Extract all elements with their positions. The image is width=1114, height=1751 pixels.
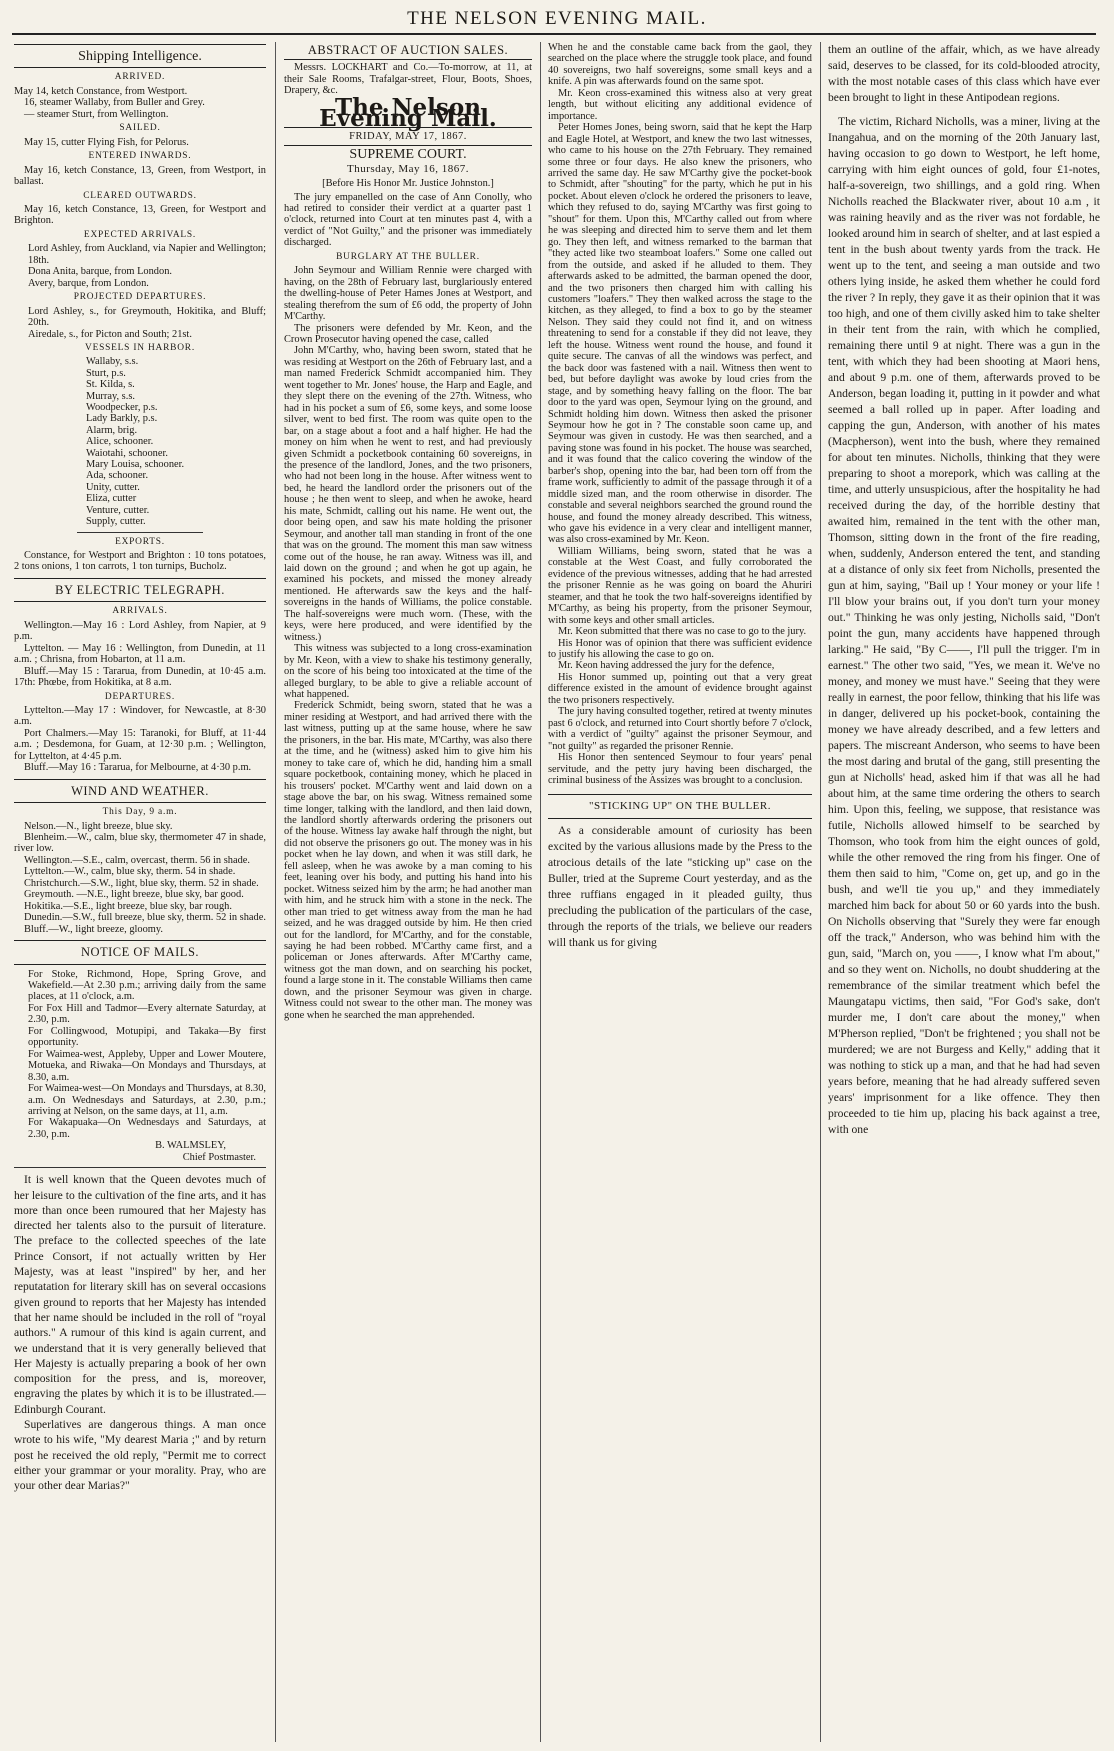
weather-subheading: This Day, 9 a.m. <box>102 807 178 818</box>
mail-item: For Fox Hill and Tadmor—Every alternate Saturday, at 2.30, p.m. <box>28 1002 266 1026</box>
vessel-item: Supply, cutter. <box>86 516 146 528</box>
superlatives-paragraph: Superlatives are dangerous things. A man once wrote to his wife, "My dearest Maria ;" and by return post he received the old reply, "Permit me to correct either your grammar or your morality. Pray, who are your other dear Marias?" <box>14 1418 266 1493</box>
postmaster-name: B. WALMSLEY, <box>155 1140 226 1152</box>
expected-item: Dona Anita, barque, from London. <box>28 266 172 278</box>
paragraph: John M'Carthy, who, having been sworn, stated that he was residing at Westport on the 26th of February last, and a man named Frederick Schmidt accompanied him. They went together to Mr. Jones' house, the Harp and Eagle, and they slept there on the evening of the 27th. Witness, who had in his pocket a sum of £6, some keys, and some loose silver, went to bed first. The room was quite open to the bar, on a stage about a foot and a half higher. He had the money on him when he went to rest, and had previously given Schmidt a pocketbook containing 60 sovereigns, in the presence of the landlord, Jones, and the two prisoners, who had not been long in the house. After witness went to bed, he heard the landlord order the prisoners out of the house ; he then went to sleep, and when he awoke, heard his mate, Schmidt, calling out his name. He went out, the door being open, and saw his mate holding the prisoner Seymour, and another tall man standing in front of the one that was on the ground. The moment this man saw witness come out of the house, he ran away. Witness was ill, and laid down on the ground ; and when he got up again, he examined his pockets, and missed the money already mentioned. He afterwards saw the keys and the half-sovereigns in the hands of Williams, the police constable. The half-sovereigns were much worn. (These, with the keys, were here produced, and were identified by the witness.) <box>284 345 532 643</box>
column-2 <box>284 42 532 1742</box>
shipping-heading: Shipping Intelligence. <box>78 49 202 64</box>
paragraph: His Honor then sentenced Seymour to four years' penal servitude, and the petty jury having been discharged, the criminal business of the Assizes was brought to a conclusion. <box>548 752 812 786</box>
divider <box>77 532 203 533</box>
paragraph: Mr. Keon having addressed the jury for the defence, <box>558 660 775 672</box>
queen-paragraph: It is well known that the Queen devotes much of her leisure to the cultivation of the fine arts, and it has more than once been rumoured that her Majesty has directed her talents also to the pursuit of literature. The preface to the collected speeches of the late Prince Consort, if not actually written by Her Majesty, was at least "inspired" by her, and her reputatation for literary skill has on several occasions given ground to reports that her Majesty has intended that her name should be included in the roll of "royal authors." A rumour of this kind is again current, and we understand that it is very generally believed that Her Majesty is actually preparing a book of her own composition for the press, and is, moreover, engraving the plates by which it is to be illustrated.—Edinburgh Courant. <box>14 1173 266 1416</box>
column-4 <box>828 42 1100 1742</box>
column-rule <box>275 42 276 1742</box>
paragraph: Mr. Keon submitted that there was no case to go to the jury. <box>558 626 807 638</box>
paragraph: The prisoners were defended by Mr. Keon, and the Crown Prosecutor having opened the case, called <box>284 322 532 345</box>
cleared-heading: CLEARED OUTWARDS. <box>83 190 197 201</box>
column-rule <box>540 42 541 1742</box>
mail-item: For Collingwood, Motupipi, and Takaka—By first opportunity. <box>28 1025 266 1049</box>
arrived-heading: ARRIVED. <box>114 72 166 83</box>
harbor-heading: VESSELS IN HARBOR. <box>85 342 195 353</box>
paragraph: The jury empanelled on the case of Ann Conolly, who had retired to consider their verdict at a quarter past 1 o'clock, returned into Court at ten minutes past 4, with a verdict of "Not Guilty," and the prisoner was immediately discharged. <box>284 191 532 249</box>
weather-item: Lyttelton.—W., calm, blue sky, therm. 54 in shade. <box>24 866 236 878</box>
sailed-item: May 15, cutter Flying Fish, for Pelorus. <box>24 136 189 148</box>
court-heading: SUPREME COURT. <box>349 147 467 163</box>
departure-item: Lyttelton.—May 17 : Windover, for Newcastle, at 8·30 a.m. <box>14 704 266 728</box>
exports-item: Constance, for Westport and Brighton : 10 tons potatoes, 2 tons onions, 1 ton carrots, 1 ton turnips, Bucholz. <box>14 549 266 573</box>
weather-item: Wellington.—S.E., calm, overcast, therm. 56 in shade. <box>24 854 250 866</box>
projected-item: Airedale, s., for Picton and South; 21st. <box>28 328 192 340</box>
paragraph: This witness was subjected to a long cross-examination by Mr. Keon, with a view to shake his testimony generally, on the score of his being too intoxicated at the time of the alleged burglary, to be able to give a reliable account of what happened. <box>284 643 532 701</box>
weather-item: Nelson.—N., light breeze, blue sky. <box>24 820 173 832</box>
expected-item: Avery, barque, from London. <box>28 277 149 289</box>
paragraph: them an outline of the affair, which, as we have already said, deserves to be classed, for its cold-blooded atrocity, with the most notable cases of this class which have ever been brought to light in these Antipodean regions. <box>828 43 1100 104</box>
paragraph: John Seymour and William Rennie were charged with having, on the 28th of February last, burglariously entered the dwelling-house of Peter Hames Jones at Westport, and stealing therefrom the sum of £6 odd, the property of John M'Carthy. <box>284 265 532 323</box>
entered-heading: ENTERED INWARDS. <box>88 151 192 162</box>
mail-item: For Stoke, Richmond, Hope, Spring Grove, and Wakefield.—At 2.30 p.m.; arriving daily from the same places, at 11 o'clock, a.m. <box>28 968 266 1003</box>
weather-item: Hokitika.—S.E., light breeze, blue sky, bar rough. <box>24 900 232 912</box>
paragraph: His Honor summed up, pointing out that a very great difference existed in the amount of evidence brought against the two prisoners respectively. <box>548 671 812 706</box>
entered-item: May 16, ketch Constance, 13, Green, from Westport, in ballast. <box>14 164 266 188</box>
mails-heading: NOTICE OF MAILS. <box>80 945 200 960</box>
sticking-heading: "STICKING UP" ON THE BULLER. <box>589 800 771 813</box>
arrived-item: 16, steamer Wallaby, from Buller and Grey. <box>24 97 205 109</box>
arrival-item: Wellington.—May 16 : Lord Ashley, from Napier, at 9 p.m. <box>14 619 266 643</box>
vessel-item: Wallaby, s.s. <box>86 356 139 368</box>
paragraph: Mr. Keon cross-examined this witness also at very great length, but without eliciting any additional evidence of importance. <box>548 87 812 122</box>
expected-heading: EXPECTED ARRIVALS. <box>83 229 197 240</box>
court-date: Thursday, May 16, 1867. <box>347 162 469 175</box>
vessel-item: Waiotahi, schooner. <box>86 447 168 459</box>
masthead: THE NELSON EVENING MAIL. <box>407 8 707 29</box>
arrival-item: Lyttelton. — May 16 : Wellington, from Dunedin, at 11 a.m. ; Chrisna, from Hobarton, at 11 a.m. <box>14 642 266 666</box>
sailed-heading: SAILED. <box>119 123 161 134</box>
vessel-item: Unity, cutter. <box>86 481 140 493</box>
paragraph: When he and the constable came back from the gaol, they searched on the place where the struggle took place, and found 40 sovereigns, two half sovereigns, some small keys and a knife. A pin was afterwards found on the same spot. <box>548 42 812 88</box>
vessel-item: Alarm, brig. <box>86 424 138 436</box>
paragraph: Frederick Schmidt, being sworn, stated that he was a miner residing at Westport, and had arrived there with the last witness, putting up at the same house, where he saw the prisoners, in the bar. His mate, M'Carthy, was also there at the time, and he (witness) asked him to give him his money to take care of, which he did, handing him a small square pocketbook, containing money, which he placed in his trousers' pocket. M'Carthy went and laid down on a stage above the bar, on his swag. Witness remained some time longer, talking with the landlord, and then laid down, the landlord shortly afterwards ordering the prisoners out of the house. Witness lay awake half through the night, but did not observe the prisoners go out. The money was in his pocket when he lay down, and when it was still dark, he fell asleep, when he was awoke by a man coming to his feet, leaning over his body, and putting his hand into his pocket. Witness seized him by the arm; he had another man with him, and he struck him with a stone in the neck. The other man tried to get witness away from the man he had seized, and he was dragged outside by him. He then cried out for the landlord, for M'Carthy, and for the constable, saying he had been robbed. M'Carthy came first, and a policeman or Jones afterwards. After M'Carthy came, witness got the man down, and on searching his pocket, found a large stone in it. The constable Williams then came down, and the prisoner Seymour was given in charge. Witness could not swear to the other man. The money was gone when he searched the man apprehended. <box>284 700 532 1021</box>
weather-heading: WIND AND WEATHER. <box>71 783 209 798</box>
column-1 <box>14 42 266 1742</box>
weather-item: Greymouth. —N.E., light breeze, blue sky, bar good. <box>24 889 244 901</box>
vessel-item: St. Kilda, s. <box>86 379 135 391</box>
column-3 <box>548 42 812 1742</box>
vessel-item: Mary Louisa, schooner. <box>86 459 185 471</box>
weather-item: Dunedin.—S.W., full breeze, blue sky, therm. 52 in shade. <box>24 912 266 924</box>
departure-item: Bluff.—May 16 : Tararua, for Melbourne, at 4·30 p.m. <box>24 762 252 774</box>
departure-item: Port Chalmers.—May 15: Taranoki, for Bluff, at 11·44 a.m. ; Desdemona, for Guam, at 12·30 p.m. ; Wellington, for Lyttelton, at 4·45 p.m. <box>14 727 266 762</box>
mail-item: For Wakapuaka—On Wednesdays and Saturdays, at 2.30, p.m. <box>28 1117 266 1140</box>
paragraph: The jury having consulted together, retired at twenty minutes past 6 o'clock, and returned into Court shortly before 7 o'clock, with a verdict of "guilty" against the prisoner Seymour, and "not guilty" as regarded the prisoner Rennie. <box>548 706 812 752</box>
exports-heading: EXPORTS. <box>115 536 165 547</box>
vessel-item: Lady Barkly, p.s. <box>86 413 158 425</box>
dateline: FRIDAY, MAY 17, 1867. <box>284 127 532 146</box>
vessel-item: Eliza, cutter <box>86 493 137 505</box>
mail-item: For Waimea-west—On Mondays and Thursdays, at 8.30, a.m. On Wednesdays and Saturdays, at 2.30, p.m.; arriving at Nelson, on the same days, at 11, a.m. <box>28 1083 266 1117</box>
auction-item: Messrs. LOCKHART and Co.—To-morrow, at 11, at their Sale Rooms, Trafalgar-street, Flour, Boots, Shoes, Drapery, &c. <box>284 62 532 97</box>
arrival-item: Bluff.—May 15 : Tararua, from Dunedin, at 10·45 a.m. 17th: Phœbe, from Hokitika, at 8 a.m. <box>14 665 266 689</box>
masthead-rule <box>12 33 1096 35</box>
burglary-heading: BURGLARY AT THE BULLER. <box>336 251 480 262</box>
harbor-list <box>14 356 266 527</box>
sticking-paragraph: As a considerable amount of curiosity has been excited by the various allusions made by the Press to the atrocious details of the late "sticking up" case on the Buller, tried at the Supreme Court yesterday, and as the three ruffians engaged in it pleaded guilty, thus precluding the publication of the particulars of the case, through the reports of the trials, we believe our readers will thank us for giving <box>548 823 812 949</box>
vessel-item: Ada, schooner. <box>86 470 149 482</box>
paragraph: Peter Homes Jones, being sworn, said that he kept the Harp and Eagle Hotel, at Westport, and knew the two last witnesses, who came to his house on the 27th February. They remained some three or four days. He also knew the prisoners, who arrived the same day. He saw M'Carthy give the pocket-book to Schmidt, after "shouting" for the party, which he put in his pocket. About eleven o'clock he ordered the prisoners to leave, which they refused to do, saying M'Carthy was first going to "shout" for them. Upon this, M'Carthy called out from where he was sleeping and directed him to serve them and let them go. They then left, and witness remarked to the barman that "they acted like two steamboat loafers." Some one called out from the outside, and asked if he alluded to them. They afterwards asked to be admitted, the barman opened the door, and the two prisoners then charged him with calling his customers "loafers." They then walked across the stage to the kitchen, as they alleged, to find a box to go by the steamer Nelson. They said they could not find it, and on witness threatening to send for a constable if they did not leave, they left the house. Witness went round the house, and found it quite secure. The canvas of all the windows was perfect, and the back door was fastened with a nail. Witness then went to bed, but before daylight was awoke by loud cries from the stage, and by something heavy falling on the floor. The bar door to the yard was open, Seymour lying on the ground, and Schmidt holding him down. Witness then asked the prisoner Seymour how he got in ? The constable soon came up, and Seymour was given in custody. He was then searched, and a paving stone was found in his pocket. The house was searched, and it was found that the calico covering the window of the barber's shop, opening into the bar, had been torn off from the frame work, sufficiently to admit of the passage through it of a middle sized man, and the room otherwise in disorder. The constable and several neighbors searched the ground round the house, and found the money already described. This witness, who gave his evidence in a very clear and intelligent manner, was also cross-examined by Mr. Keon. <box>548 122 812 546</box>
arrived-item: May 14, ketch Constance, from Westport. <box>14 85 188 97</box>
vessel-item: Murray, s.s. <box>86 390 135 402</box>
divider <box>14 1167 266 1168</box>
vessel-item: Woodpecker, p.s. <box>86 402 158 414</box>
arrivals-heading: ARRIVALS. <box>112 606 168 617</box>
weather-item: Bluff.—W., light breeze, gloomy. <box>24 923 163 935</box>
vessel-item: Alice, schooner. <box>86 436 154 448</box>
projected-item: Lord Ashley, s., for Greymouth, Hokitika, and Bluff; 20th. <box>28 305 266 329</box>
vessel-item: Venture, cutter. <box>86 504 150 516</box>
paper-title: The Nelson Evening Mail. <box>319 93 497 133</box>
arrived-item: — steamer Sturt, from Wellington. <box>24 108 169 120</box>
mail-item: For Waimea-west, Appleby, Upper and Lower Moutere, Motueka, and Riwaka—On Mondays and Thursdays, at 8.30, a.m. <box>28 1048 266 1083</box>
paragraph: His Honor was of opinion that there was sufficient evidence to justify his allowing the case to go on. <box>548 637 812 661</box>
court-judge: [Before His Honor Mr. Justice Johnston.] <box>322 178 494 190</box>
postmaster-title: Chief Postmaster. <box>182 1151 256 1163</box>
departures-heading: DEPARTURES. <box>104 691 176 702</box>
weather-item: Christchurch.—S.W., light, blue sky, therm. 52 in shade. <box>24 877 259 889</box>
telegraph-heading: BY ELECTRIC TELEGRAPH. <box>55 582 225 597</box>
vessel-item: Sturt, p.s. <box>86 367 126 379</box>
expected-item: Lord Ashley, from Auckland, via Napier and Wellington; 18th. <box>28 243 266 266</box>
weather-item: Blenheim.—W., calm, blue sky, thermometer 47 in shade, river low. <box>14 832 266 855</box>
auction-heading: ABSTRACT OF AUCTION SALES. <box>284 45 532 60</box>
paragraph: William Williams, being sworn, stated that he was a constable at the West Coast, and fully corroborated the evidence of the previous witnesses, adding that he had arrested the prisoner Rennie as he was going on board the Ahuriri steamer, and that he took the two half-sovereigns identified by M'Carthy, as being his property, from the prisoner Seymour, with some keys and other small articles. <box>548 545 812 626</box>
cleared-item: May 16, ketch Constance, 13, Green, for Westport and Brighton. <box>14 203 266 227</box>
column-rule <box>820 42 821 1742</box>
projected-heading: PROJECTED DEPARTURES. <box>73 292 207 303</box>
paragraph: The victim, Richard Nicholls, was a miner, living at the Inangahua, and on the morning of the 20th January last, having occasion to go down to Westport, he left home, carrying with him eight ounces of gold, four £1-notes, half-a-sovereign, two shillings, and a gold ring. When Nicholls reached the Blackwater river, about 10 a.m , it was raining heavily and as the river was not fordable, he looked around him in search of shelter, and at last espied a tent in the bush about twenty yards from the track. He went up to the tent, and seeing a man outside and two others lying inside, he asked them whether he could ford the river ? In reply, they gave it as their opinion that it was too high, and one of them civilly asked him to take shelter in their tent from the rain, with which he complied, remaining there until 9 at night. There was a gun in the tent, with which they had been shooting at Maori hens, and about 9 p.m. one of them, afterwards proved to be Anderson, began loading it, putting in it powder and what seemed a ball rolled up in paper. After loading and capping the gun, Anderson, with another of his mates (Macpherson), went into the bush, where they remained for about ten minutes. Nicholls, thinking that they were preparing to shoot a morepork, which was calling at the time, and utterly unsuspicious, after the hospitality he had received during the day, of the horrible destiny that awaited him, remained in the tent with the other man, Thomson, sitting down in the front of the fire reading, when, suddenly, Anderson entered the tent, and standing at a distance of only six feet from Nicholls, presented the gun at him, saying, "Bail up ! Your money or your life ! I'll blow your brains out, if you don't turn your money out." Thinking he was only jesting, Nicholls said, "Don't point the gun, many accidents have happened through larking." He said, "By C——, I'll pull the trigger. I'm in earnest." The other two said, "Yes, we mean it. We've no money, and money we must have." Seeing that they were really in earnest, the poor fellow, thinking that his life was in danger, delivered up his pocket-book, containing the money we have already described, and a few letters and papers. The miscreant Anderson, who seems to have been the most daring and brutal of the gang, still presenting the gun at Nicholls' head, asked him if that was all he had about him, at the same time ordering the others to search him. Upon this, feeling, we suppose, that resistance was futile, Nicholls allowed himself to be searched by Thomson, who took from him the eight ounces of gold, while the other removed the ring from his finger. One of them then said to him, "Come on, get up, and go in the bush, and we'll tie you up," and they immediately marched him back for about 50 or 60 yards into the bush. On Nicholls observing that "Surely they were far enough off the track," Anderson, who was behind him with the gun, said, "March on, you ——, I know what I'm about," and so they went on. Nicholls, no doubt shuddering at the remembrance of the similar treatment which befel the Maungatapu victims, then said, "For God's sake, don't murder me, I don't care about the money," when M'Pherson replied, "Don't be frightened ; you shall not be murdered; we are not Burgess and Kelly," adding that it was nothing to stick up a man, and that he had had seven years before, meaning that he had already suffered seven years' imprisonment for a like offence. They then proceeded to tie him up, placing his back against a tree, with one <box>828 115 1100 1136</box>
